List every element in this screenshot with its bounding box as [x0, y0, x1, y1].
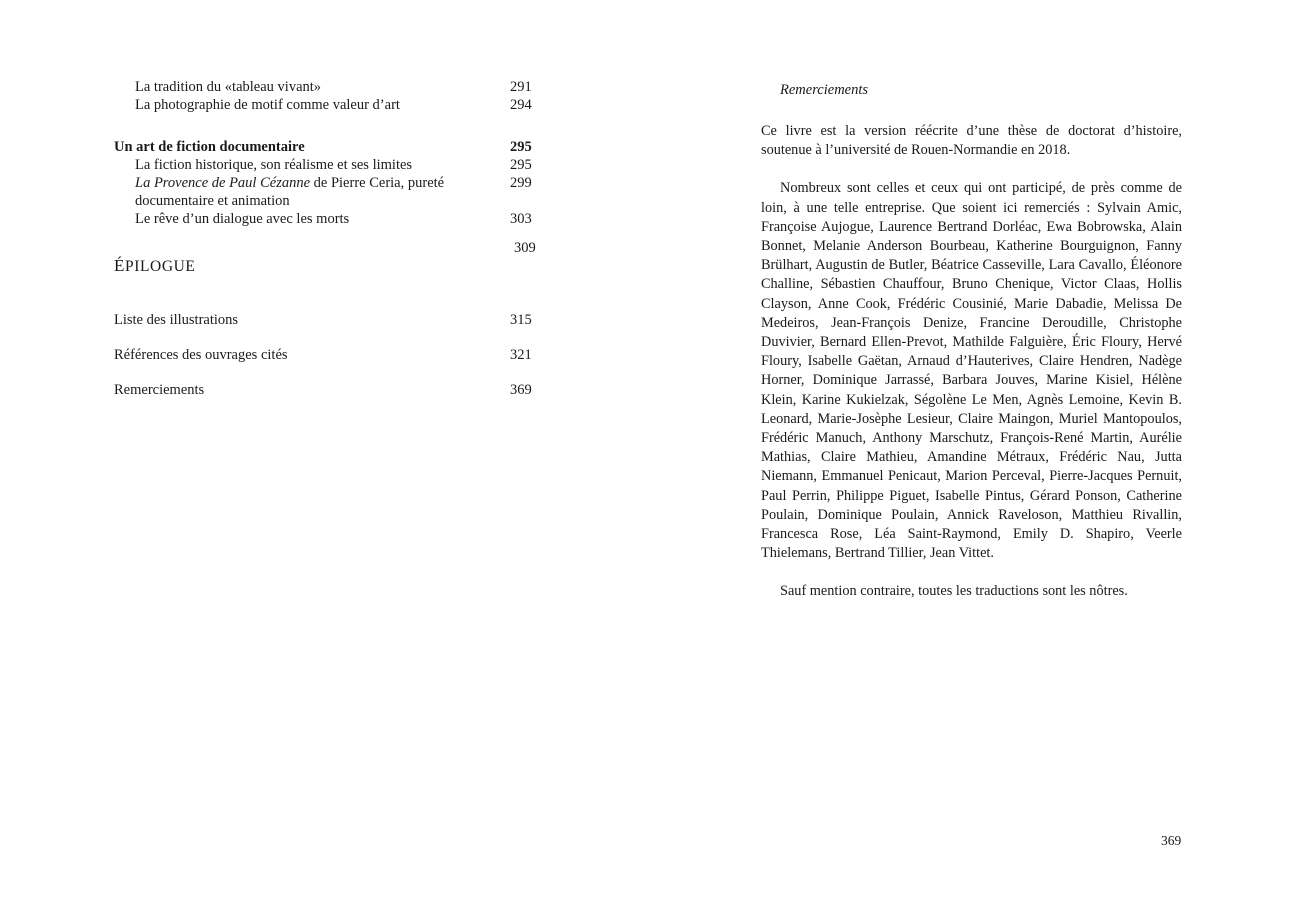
- acknowledgements-paragraph: Sauf mention contraire, toutes les traductions sont les nôtres.: [780, 583, 1128, 600]
- toc-entry-label: Liste des illustrations: [114, 312, 239, 328]
- toc-section-label: Un art de fiction documentaire: [114, 139, 305, 155]
- toc-entry: [114, 346, 544, 364]
- toc-entry-page: 321: [510, 347, 532, 363]
- toc-back-matter: [114, 311, 544, 416]
- epilogue-heading: [114, 256, 195, 276]
- toc-entry-page: 303: [510, 211, 532, 227]
- table-of-contents: [114, 78, 544, 228]
- toc-entry-title-rest: de Pierre Ceria, pureté: [310, 175, 445, 191]
- toc-entry-label: Références des ouvrages cités: [114, 347, 288, 363]
- epilogue-page-number: 309: [514, 240, 536, 256]
- toc-entry: [114, 156, 544, 174]
- spacer: [761, 563, 1182, 582]
- page-folio: 369: [1161, 833, 1182, 848]
- acknowledgements-paragraph: Ce livre est la version réécrite d’une thèse de doctorat d’histoire, soutenue à l’université de Rouen-Normandie en 2018.: [761, 123, 1182, 159]
- toc-entry-page: 369: [510, 382, 532, 398]
- toc-entry-title-line2: documentaire et animation: [135, 193, 290, 209]
- acknowledgements-section: [761, 82, 1182, 602]
- epilogue-initial: É: [114, 256, 125, 275]
- toc-entry-label: Remerciements: [114, 382, 205, 398]
- acknowledgements-title: Remerciements: [780, 82, 869, 98]
- toc-entry: [114, 311, 544, 329]
- spacer: [761, 160, 1182, 179]
- toc-entry-page: 291: [510, 79, 532, 95]
- toc-entry: [114, 174, 544, 210]
- toc-entry-page: 294: [510, 97, 532, 113]
- toc-entry-label: La fiction historique, son réalisme et ses limites: [135, 157, 413, 173]
- toc-entry-page: 299: [510, 175, 532, 191]
- spacer: [114, 114, 544, 138]
- toc-entry: [114, 381, 544, 399]
- toc-entry-label: La tradition du «tableau vivant»: [135, 79, 322, 95]
- toc-section-page: 295: [510, 139, 532, 155]
- acknowledgements-paragraph: Nombreux sont celles et ceux qui ont participé, de près comme de loin, à une telle entreprise. Que soient ici remerciés : Sylvain Amic, Françoise Aujogue, Laurence Bertrand Dorléac, Ewa Bobrowska, Alain Bonnet, Melanie Anderson Bourbeau, Katherine Bourguignon, Fanny Brülhart, Augustin de Butler, Béatrice Casseville, Lara Cavallo, Éléonore Challine, Sébastien Chauffour, Bruno Chenique, Victor Claas, Hollis Clayson, Anne Cook, Frédéric Cousinié, Marie Dabadie, Melissa De Medeiros, Jean-François Denize, Francine Deroudille, Christophe Duvivier, Bernard Ellen-Prevot, Mathilde Falguière, Éric Floury, Hervé Floury, Isabelle Gaëtan, Arnaud d’Hauterives, Claire Hendren, Nadège Horner, Dominique Jarrassé, Barbara Jouves, Marine Kisiel, Hélène Klein, Karine Kukielzak, Ségolène Le Men, Agnès Lemoine, Kevin B. Leonard, Marie-Josèphe Lesieur, Claire Maingon, Muriel Mantopoulos, Frédéric Manuch, Anthony Marschutz, François-René Martin, Aurélie Mathias, Claire Mathieu, Amandine Métraux, Frédéric Nau, Jutta Niemann, Emmanuel Penicaut, Marion Perceval, Pierre-Jacques Pernuit, Paul Perrin, Philippe Piguet, Isabelle Pintus, Gérard Ponson, Catherine Poulain, Dominique Poulain, Annick Raveloson, Matthieu Rivallin, Francesca Rose, Léa Saint-Raymond, Emily D. Shapiro, Veerle Thielemans, Bertrand Tillier, Jean Vittet.: [761, 180, 1182, 562]
- toc-entry-label: La photographie de motif comme valeur d’art: [135, 97, 400, 113]
- toc-entry-label: Le rêve d’un dialogue avec les morts: [135, 211, 350, 227]
- toc-entry-label: [114, 174, 510, 210]
- toc-entry: [114, 96, 544, 114]
- toc-entry: [114, 78, 544, 96]
- epilogue-label: PILOGUE: [124, 258, 196, 275]
- toc-entry-page: 295: [510, 157, 532, 173]
- toc-entry-page: 315: [510, 312, 532, 328]
- toc-entry-title-italic: La Provence de Paul Cézanne: [135, 175, 311, 191]
- toc-entry: [114, 210, 544, 228]
- toc-section-heading: [114, 138, 544, 156]
